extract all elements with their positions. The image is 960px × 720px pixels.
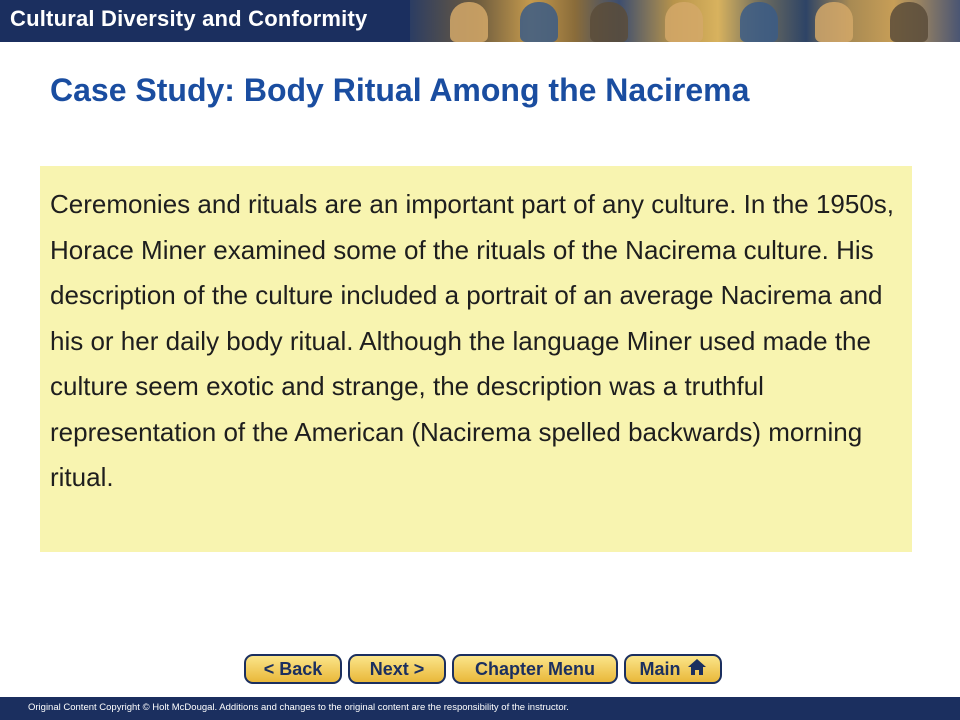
home-icon [687,658,707,681]
copyright-text: Original Content Copyright © Holt McDougal. Additions and changes to the original content are the responsibility of the instructor. [28,702,569,713]
next-button[interactable] [348,654,446,684]
banner-face [590,2,628,42]
header-banner [0,0,960,42]
banner-face [890,2,928,42]
content-box [40,166,912,552]
banner-faces-image [410,0,960,42]
navigation-bar [0,654,960,686]
back-button[interactable] [244,654,342,684]
banner-face [520,2,558,42]
chapter-menu-button-label: Chapter Menu [474,658,595,679]
banner-face [815,2,853,42]
header-title: Cultural Diversity and Conformity [10,6,368,31]
banner-face [740,2,778,42]
banner-face [665,2,703,42]
body-paragraph: Ceremonies and rituals are an important part of any culture. In the 1950s, Horace Miner examined some of the rituals of the Nacirema culture. His description of the culture included a portrait of an average Nacirema and his or her daily body ritual. Although the language Miner used made the culture seem exotic and strange, the description was a truthful representation of the American (Nacirema spelled backwards) morning ritual. [50,189,895,492]
main-button-label: Main [639,658,681,679]
main-button[interactable] [624,654,722,684]
slide-title: Case Study: Body Ritual Among the Nacirema [50,72,750,108]
banner-face [450,2,488,42]
chapter-menu-button[interactable] [452,654,618,684]
next-button-label: Next > [369,658,425,679]
footer-bar [0,697,960,720]
back-button-label: < Back [263,658,323,679]
